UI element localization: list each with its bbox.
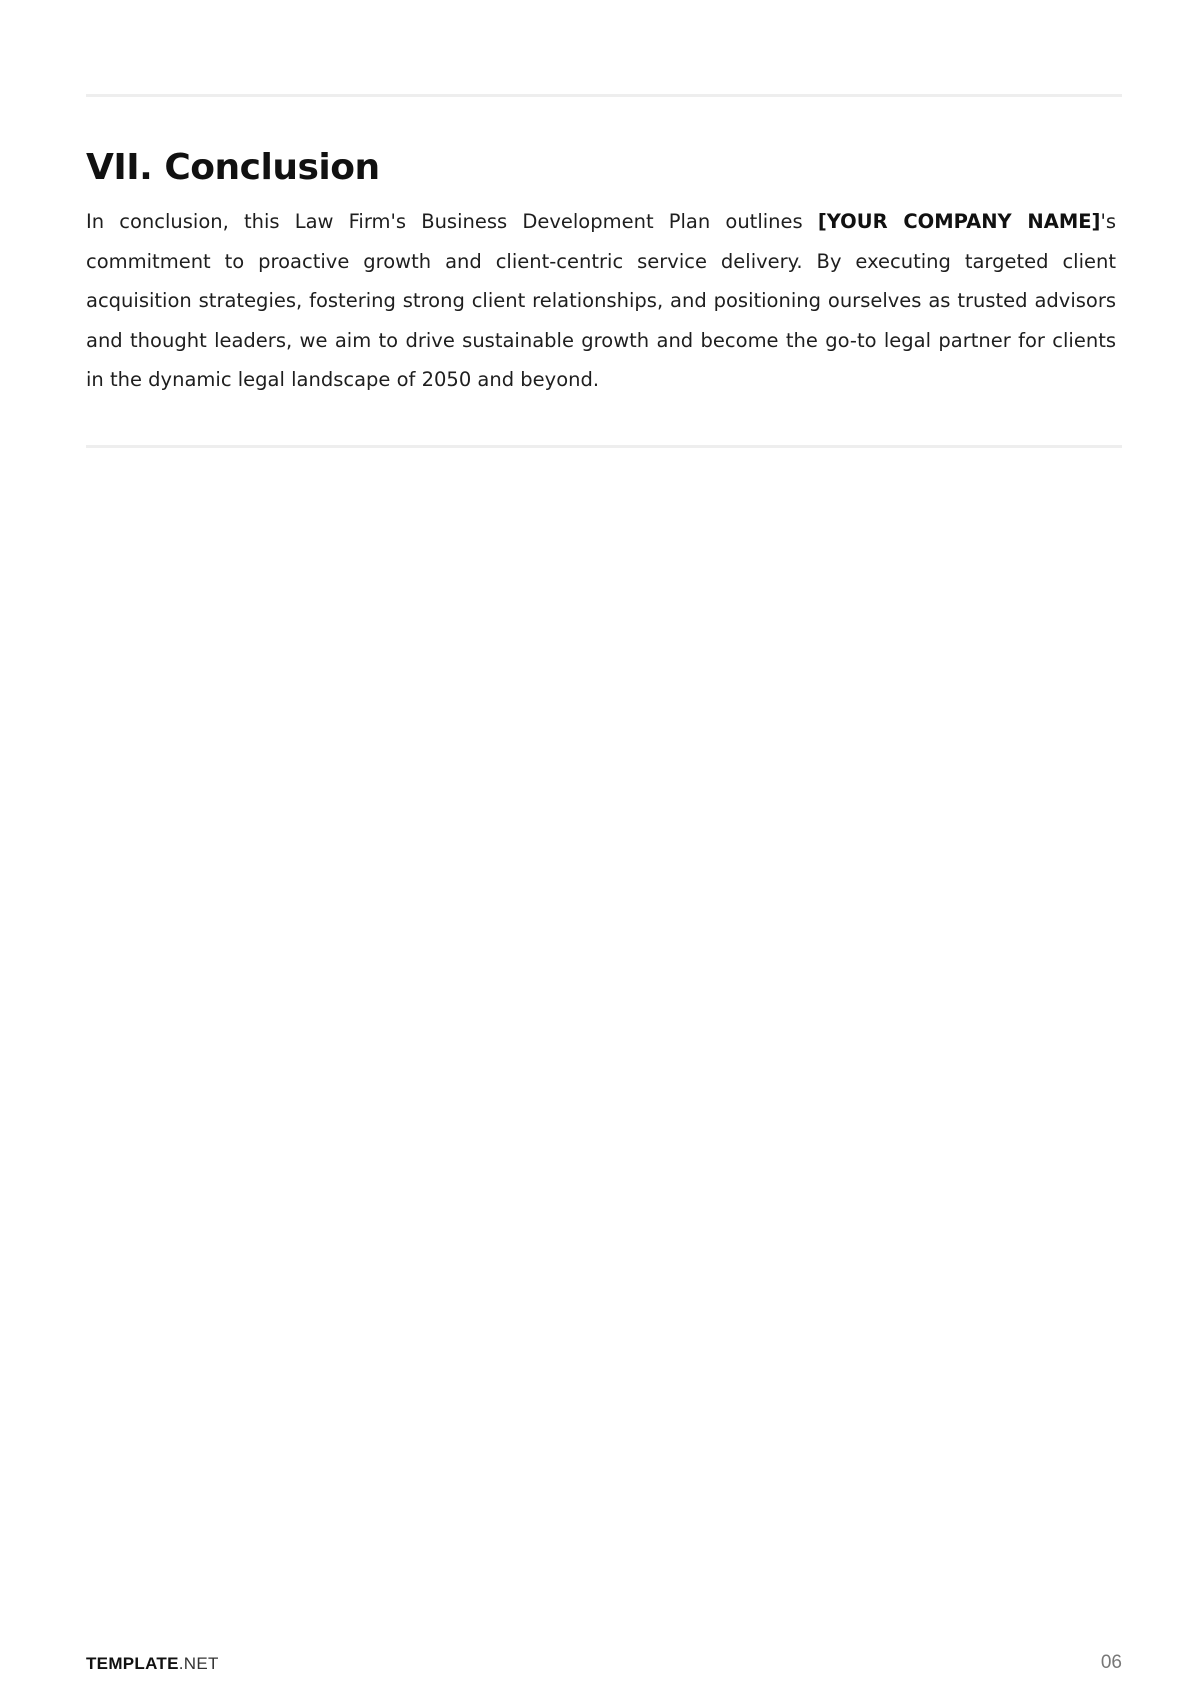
section-body	[86, 202, 1116, 400]
bottom-divider	[86, 445, 1122, 448]
page-number: 06	[1100, 1652, 1122, 1673]
footer-brand-logo	[86, 1654, 219, 1674]
section-title: VII. Conclusion	[86, 147, 380, 188]
top-divider	[86, 94, 1122, 97]
brand-suffix: .NET	[178, 1654, 219, 1673]
body-text-end: 's commitment to proactive growth and client-centric service delivery. By executing targeted client acquisition strategies, fostering strong client relationships, and positioning ourselves as trusted advisors and thought leaders, we aim to drive sustainable growth and become the go-to legal partner for clients in the dynamic legal landscape of 2050 and beyond.	[86, 210, 1116, 391]
brand-name: TEMPLATE	[86, 1654, 179, 1673]
body-text-start: In conclusion, this Law Firm's Business Development Plan outlines	[86, 210, 818, 233]
company-name-placeholder: [YOUR COMPANY NAME]	[817, 210, 1101, 233]
